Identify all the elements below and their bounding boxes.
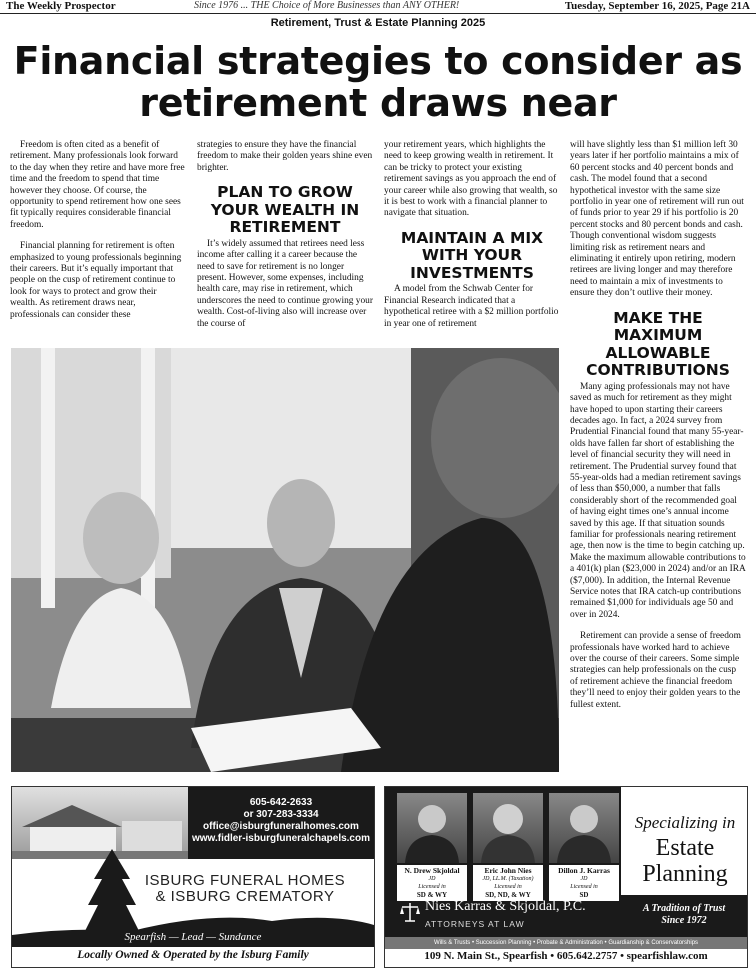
person-icon (549, 793, 619, 863)
attorney-license: SD & WY (416, 891, 448, 899)
funeral-home-ad (11, 786, 375, 968)
paragraph: strategies to ensure they have the financial freedom to make their golden years shine even brighter. (197, 140, 373, 173)
attorney-photo (473, 793, 543, 863)
services-bar: Wills & Trusts • Succession Planning • Probate & Administration • Guardianship & Conservatorships (385, 937, 747, 949)
scales-of-justice-icon (399, 901, 421, 923)
person-icon (397, 793, 467, 863)
funeral-home-name (120, 873, 370, 905)
website: www.fidler-isburgfuneralchapels.com (192, 833, 370, 844)
attorney-name: Dillon J. Karras (558, 866, 610, 875)
column-4 (570, 140, 746, 721)
retirement-planning-photo (11, 348, 559, 772)
attorney-name: N. Drew Skjoldal (404, 866, 460, 875)
header-rule (0, 13, 756, 14)
attorney-credentials: JD (580, 876, 588, 882)
attorney-photo (549, 793, 619, 863)
column-3 (384, 140, 560, 340)
attorney-license-label: Licensed in (418, 884, 446, 890)
paper-tagline: Since 1976 ... THE Choice of More Businesses than ANY OTHER! (194, 0, 460, 11)
column-2 (197, 140, 373, 340)
headline (0, 40, 756, 124)
towns: Spearfish — Lead — Sundance (124, 931, 262, 943)
phone-secondary: or 307-283-3334 (243, 809, 319, 820)
name-line-1: ISBURG FUNERAL HOMES (144, 872, 346, 889)
funeral-footer: Locally Owned & Operated by the Isburg Family (77, 949, 309, 961)
phone-primary: 605-642-2633 (249, 797, 313, 808)
tradition-line-2: Since 1972 (661, 915, 707, 926)
attorney-photo (397, 793, 467, 863)
paragraph: A model from the Schwab Center for Financial Research indicated that a hypothetical retiree with a $2 million portfolio in year one of retirement (384, 284, 559, 329)
paragraph: your retirement years, which highlights the need to keep growing wealth in retirement. It can be tricky to protect your existing retirement savings as you approach the end of your career while also growing that wealth, so it is best to work with a financial planner to navigate that situation. (384, 140, 558, 219)
dateline: Tuesday, September 16, 2025, Page 21A (564, 0, 750, 12)
section-title: Retirement, Trust & Estate Planning 2025 (270, 17, 486, 29)
column-1 (10, 140, 186, 331)
name-line-2: & ISBURG CREMATORY (155, 888, 335, 905)
tradition-block (621, 895, 747, 937)
contact-block (188, 787, 374, 859)
subhead-max-contributions: MAKE THE MAXIMUM ALLOWABLE CONTRIBUTIONS (586, 308, 730, 380)
headline-line-2: retirement draws near (139, 81, 617, 125)
firm-subtitle: ATTORNEYS AT LAW (425, 919, 525, 929)
paragraph: It’s widely assumed that retirees need less income after calling it a career because the need to save for retirement is no longer present. However, some expenses, including health care, may rise in retirement, which underscores the need to continue growing your wealth. Cost-of-living also will increase over the course of (197, 238, 373, 329)
attorney-license: SD, ND, & WY (485, 891, 531, 899)
estate-planning (623, 835, 747, 887)
headline-line-1: Financial strategies to consider as (13, 39, 743, 83)
person-icon (473, 793, 543, 863)
specializing-in: Specializing in (634, 813, 736, 832)
paragraph: will have slightly less than $1 million left 30 years later if her portfolio maintains a mix of 60 percent stocks and 40 percent bonds and cash. The model found that a second hypothetical investor with the same size portfolio in year one of retirement will run out of funds prior to year 29 if his portfolio is 20 percent stocks and 80 percent bonds and cash. Though conventional wisdom suggests limiting risk as retirement nears and eliminating it entirely upon retiring, modern retirees are living longer and may therefore need to maintain a mix of investments to ensure they don’t outlive their money. (570, 140, 744, 299)
attorney-license-label: Licensed in (494, 884, 522, 890)
firm-name: Nies Karras & Skjoldal, P.C. (425, 899, 586, 914)
paragraph: Freedom is often cited as a benefit of retirement. Many professionals look forward to the day when they retire and have more free time and the freedom to spend that time however they choose. Of course, the opportunity to spend retirement how one sees fit typically requires considerable financial freedom. (10, 140, 185, 230)
estate-word: Estate (655, 835, 715, 861)
attorney-credentials: JD (428, 876, 436, 882)
attorney-card (549, 865, 619, 901)
attorney-license: SD (579, 891, 589, 899)
attorney-name: Eric John Nies (484, 866, 532, 875)
attorney-credentials: JD, LL.M. (Taxation) (482, 876, 534, 882)
tradition-line-1: A Tradition of Trust (642, 903, 726, 914)
law-firm-ad (384, 786, 748, 968)
subhead-maintain-mix: MAINTAIN A MIX WITH YOUR INVESTMENTS (400, 228, 544, 282)
photo-illustration (11, 348, 559, 772)
paragraph: Financial planning for retirement is often emphasized to young professionals beginning their careers. But it’s equally important that people on the cusp of retirement continue to look for ways to protect and grow their wealth. As retirement draws near, professionals can consider these (10, 241, 182, 320)
firm-address: 109 N. Main St., Spearfish • 605.642.2757 • spearfishlaw.com (424, 950, 708, 962)
paragraph: Many aging professionals may not have saved as much for retirement as they might have hoped to upon starting their careers decades ago. In fact, a 2024 survey from Prudential Financial found that many 55-year-olds have fallen far short of establishing the level of financial security they will need in retirement. The Prudential survey found that 55-year-olds had a median retirement savings of less than $50,000, a number that falls considerably short of the recommended goal of having eight times one’s annual income saved by this age. If that situation sounds familiar for professionals nearing retirement age, then now is the time to begin catching up. Make the maximum allowable contributions to a 401(k) plan ($23,000 in 2024) and/or an IRA ($7,000). In addition, the Internal Revenue Service notes that IRA catch-up contributions remained $1,000 for individuals age 50 and over in 2024. (570, 381, 746, 620)
paragraph: Retirement can provide a sense of freedom professionals have worked hard to achieve over the course of their careers. Some simple strategies can help professionals on the cusp of retirement achieve the financial freedom they’ll need to enjoy their golden years to the fullest extent. (570, 631, 741, 710)
attorney-card (473, 865, 543, 901)
attorney-license-label: Licensed in (570, 884, 598, 890)
email: office@isburgfuneralhomes.com (203, 821, 359, 832)
paper-name: The Weekly Prospector (6, 0, 116, 12)
attorney-card (397, 865, 467, 901)
subhead-plan-to-grow: PLAN TO GROW YOUR WEALTH IN RETIREMENT (210, 183, 360, 237)
planning-word: Planning (642, 861, 728, 887)
